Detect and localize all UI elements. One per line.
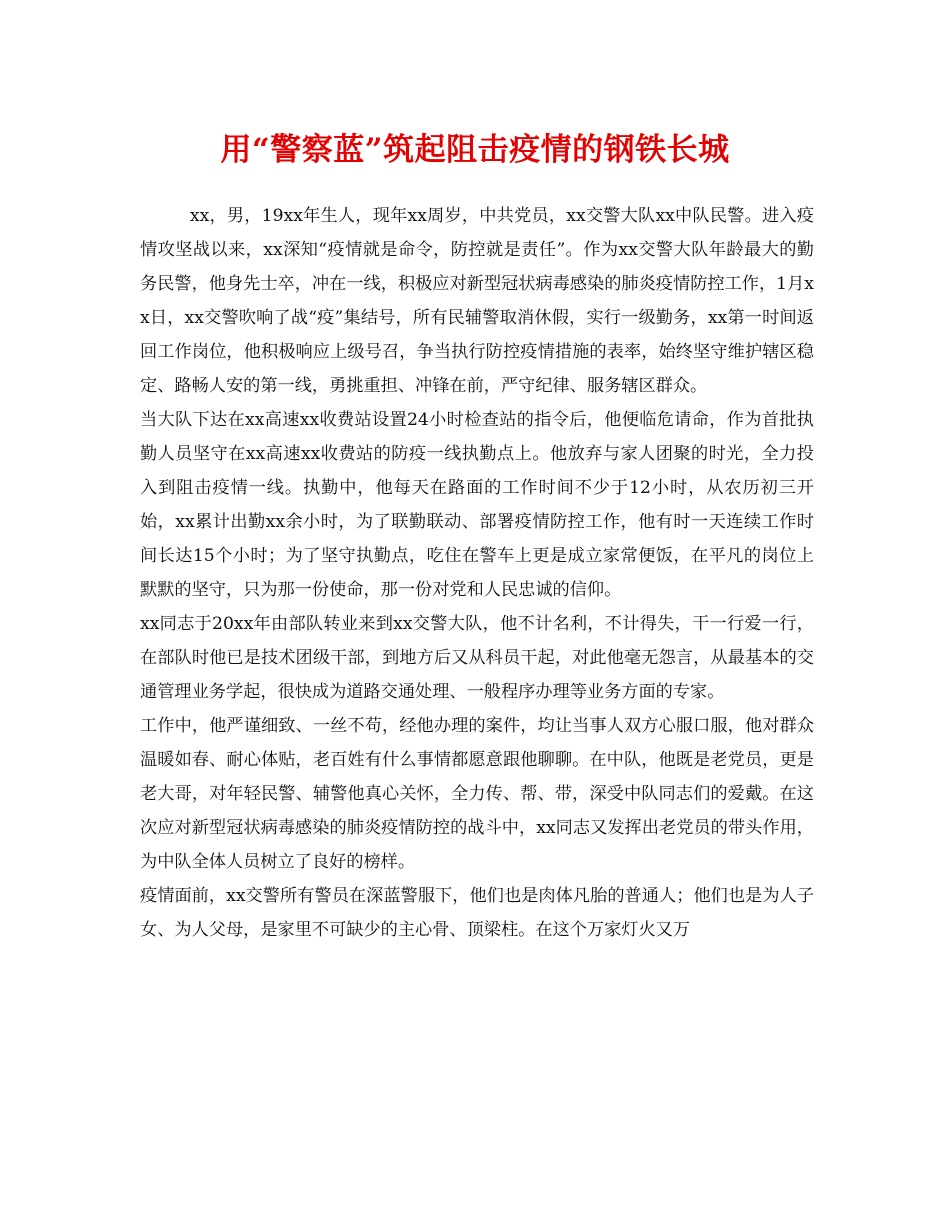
- paragraph-1: xx，男，19xx年生人，现年xx周岁，中共党员，xx交警大队xx中队民警。进入疫情攻坚战以来，xx深知“疫情就是命令，防控就是责任”。作为xx交警大队年龄最大的勤务民警，他身先士卒，冲在一线，积极应对新型冠状病毒感染的肺炎疫情防控工作，1月xx日，xx交警吹响了战“疫”集结号，所有民辅警取消休假，实行一级勤务，xx第一时间返回工作岗位，他积极响应上级号召，争当执行防控疫情措施的表率，始终坚守维护辖区稳定、路畅人安的第一线，勇挑重担、冲锋在前，严守纪律、服务辖区群众。: [140, 206, 814, 396]
- document-body: [140, 199, 814, 947]
- paragraph-4: 工作中，他严谨细致、一丝不苟，经他办理的案件，均让当事人双方心服口服，他对群众温暖如春、耐心体贴，老百姓有什么事情都愿意跟他聊聊。在中队，他既是老党员，更是老大哥，对年轻民警、辅警他真心关怀，全力传、帮、带，深受中队同志们的爱戴。在这次应对新型冠状病毒感染的肺炎疫情防控的战斗中，xx同志又发挥出老党员的带头作用，为中队全体人员树立了良好的榜样。: [140, 716, 814, 872]
- paragraph-5: 疫情面前，xx交警所有警员在深蓝警服下，他们也是肉体凡胎的普通人；他们也是为人子女、为人父母，是家里不可缺少的主心骨、顶梁柱。在这个万家灯火又万: [140, 886, 814, 940]
- document-title: 用“警察蓝”筑起阻击疫情的钢铁长城: [220, 132, 730, 168]
- paragraph-2: 当大队下达在xx高速xx收费站设置24小时检查站的指令后，他便临危请命，作为首批执勤人员坚守在xx高速xx收费站的防疫一线执勤点上。他放弃与家人团聚的时光，全力投入到阻击疫情一线。执勤中，他每天在路面的工作时间不少于12小时，从农历初三开始，xx累计出勤xx余小时，为了联勤联动、部署疫情防控工作，他有时一天连续工作时间长达15个小时；为了坚守执勤点，吃住在警车上更是成立家常便饭，在平凡的岗位上默默的坚守，只为那一份使命，那一份对党和人民忠诚的信仰。: [140, 410, 814, 600]
- paragraph-3: xx同志于20xx年由部队转业来到xx交警大队，他不计名利，不计得失，干一行爱一行，在部队时他已是技术团级干部，到地方后又从科员干起，对此他毫无怨言，从最基本的交通管理业务学起，很快成为道路交通处理、一般程序办理等业务方面的专家。: [140, 614, 814, 702]
